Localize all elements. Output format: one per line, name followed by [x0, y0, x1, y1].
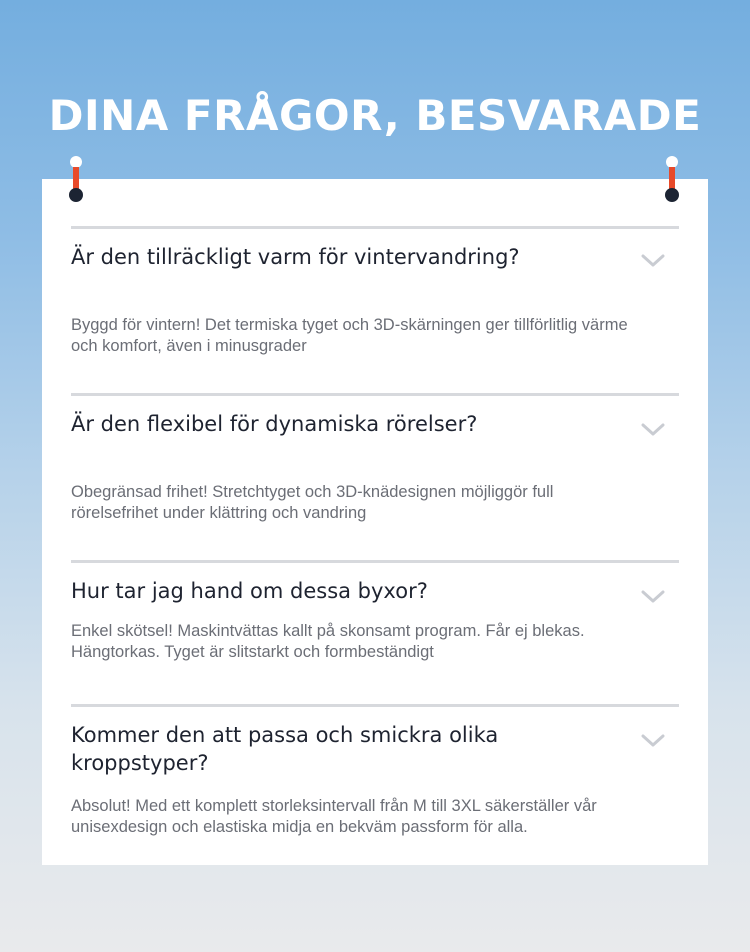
- chevron-down-icon[interactable]: [641, 423, 665, 437]
- chevron-down-icon[interactable]: [641, 254, 665, 268]
- faq-answer: Enkel skötsel! Maskintvättas kallt på skonsamt program. Får ej blekas. Hängtorkas. Tyget är slitstarkt och formbeständigt: [71, 622, 585, 661]
- chevron-down-icon[interactable]: [641, 590, 665, 604]
- faq-item[interactable]: [71, 393, 679, 546]
- chevron-down-icon[interactable]: [641, 734, 665, 748]
- faq-item[interactable]: [71, 560, 679, 693]
- faq-question[interactable]: Är den flexibel för dynamiska rörelser?: [71, 412, 478, 436]
- faq-question[interactable]: Kommer den att passa och smickra olika kroppstyper?: [71, 723, 499, 775]
- faq-question[interactable]: Är den tillräckligt varm för vintervandring?: [71, 245, 520, 269]
- page-title: DINA FRÅGOR, BESVARADE: [48, 91, 702, 140]
- push-pin-icon: [69, 156, 83, 202]
- faq-answer: Absolut! Med ett komplett storleksintervall från M till 3XL säkerställer vår unisexdesign och elastiska midja en bekväm passform för alla.: [71, 797, 597, 836]
- faq-question[interactable]: Hur tar jag hand om dessa byxor?: [71, 579, 428, 603]
- faq-item[interactable]: [71, 226, 679, 379]
- faq-answer: Byggd för vintern! Det termiska tyget och 3D-skärningen ger tillförlitlig värme och komfort, även i minusgrader: [71, 316, 628, 355]
- faq-answer: Obegränsad frihet! Stretchtyget och 3D-knädesignen möjliggör full rörelsefrihet under klättring och vandring: [71, 483, 554, 522]
- push-pin-icon: [665, 156, 679, 202]
- faq-item[interactable]: [71, 704, 679, 847]
